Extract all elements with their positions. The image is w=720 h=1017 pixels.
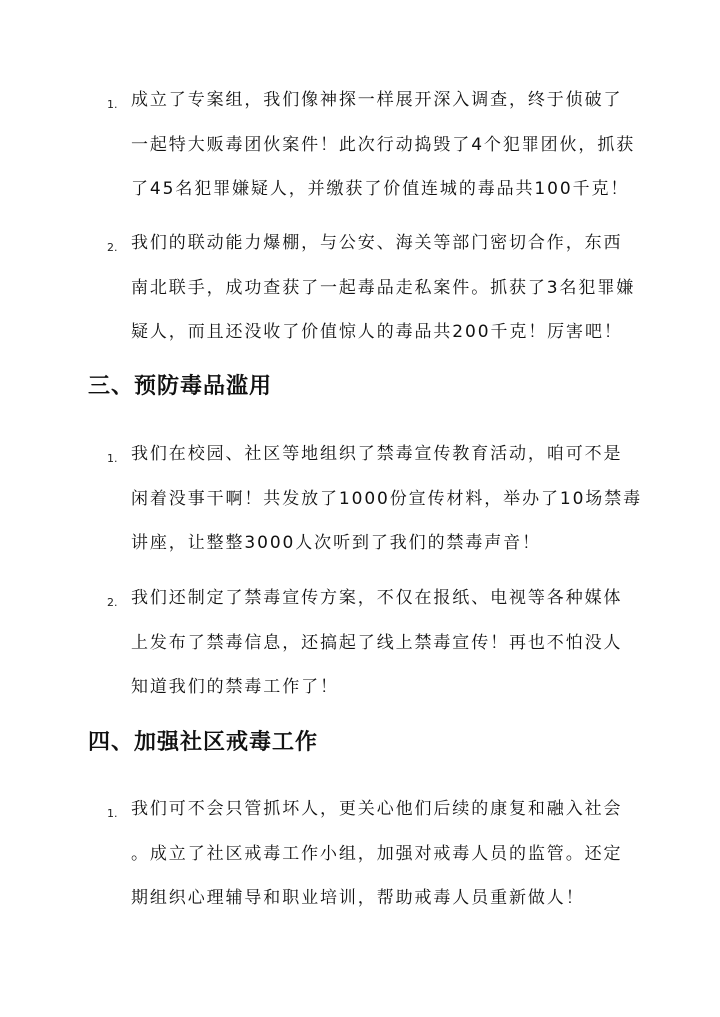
paragraph-line: 疑人，而且还没收了价值惊人的毒品共200千克！厉害吧！	[131, 322, 623, 342]
paragraph-line: 期组织心理辅导和职业培训，帮助戒毒人员重新做人！	[131, 888, 585, 908]
paragraph-line: 闲着没事干啊！共发放了1000份宣传材料，举办了10场禁毒	[131, 489, 642, 509]
paragraph-line: 。成立了社区戒毒工作小组，加强对戒毒人员的监管。还定	[131, 844, 623, 864]
paragraph-line: 我们可不会只管抓坏人，更关心他们后续的康复和融入社会	[131, 799, 623, 819]
paragraph-line: 了45名犯罪嫌疑人，并缴获了价值连城的毒品共100千克！	[131, 179, 630, 199]
paragraph-line: 一起特大贩毒团伙案件！此次行动捣毁了4个犯罪团伙，抓获	[131, 135, 636, 155]
list-marker: 1.	[107, 807, 118, 820]
list-marker: 1.	[107, 98, 118, 111]
paragraph-line: 南北联手，成功查获了一起毒品走私案件。抓获了3名犯罪嫌	[131, 278, 636, 298]
section-heading: 三、预防毒品滥用	[88, 374, 273, 399]
list-marker: 2.	[107, 596, 118, 609]
list-marker: 1.	[107, 452, 118, 465]
paragraph-line: 知道我们的禁毒工作了！	[131, 677, 339, 697]
list-marker: 2.	[107, 241, 118, 254]
paragraph-line: 我们还制定了禁毒宣传方案，不仅在报纸、电视等各种媒体	[131, 588, 623, 608]
paragraph-line: 我们在校园、社区等地组织了禁毒宣传教育活动，咱可不是	[131, 444, 623, 464]
paragraph-line: 成立了专案组，我们像神探一样展开深入调查，终于侦破了	[131, 90, 623, 110]
paragraph-line: 讲座，让整整3000人次听到了我们的禁毒声音！	[131, 533, 541, 553]
paragraph-line: 我们的联动能力爆棚，与公安、海关等部门密切合作，东西	[131, 233, 623, 253]
paragraph-line: 上发布了禁毒信息，还搞起了线上禁毒宣传！再也不怕没人	[131, 633, 623, 653]
section-heading: 四、加强社区戒毒工作	[88, 730, 319, 755]
